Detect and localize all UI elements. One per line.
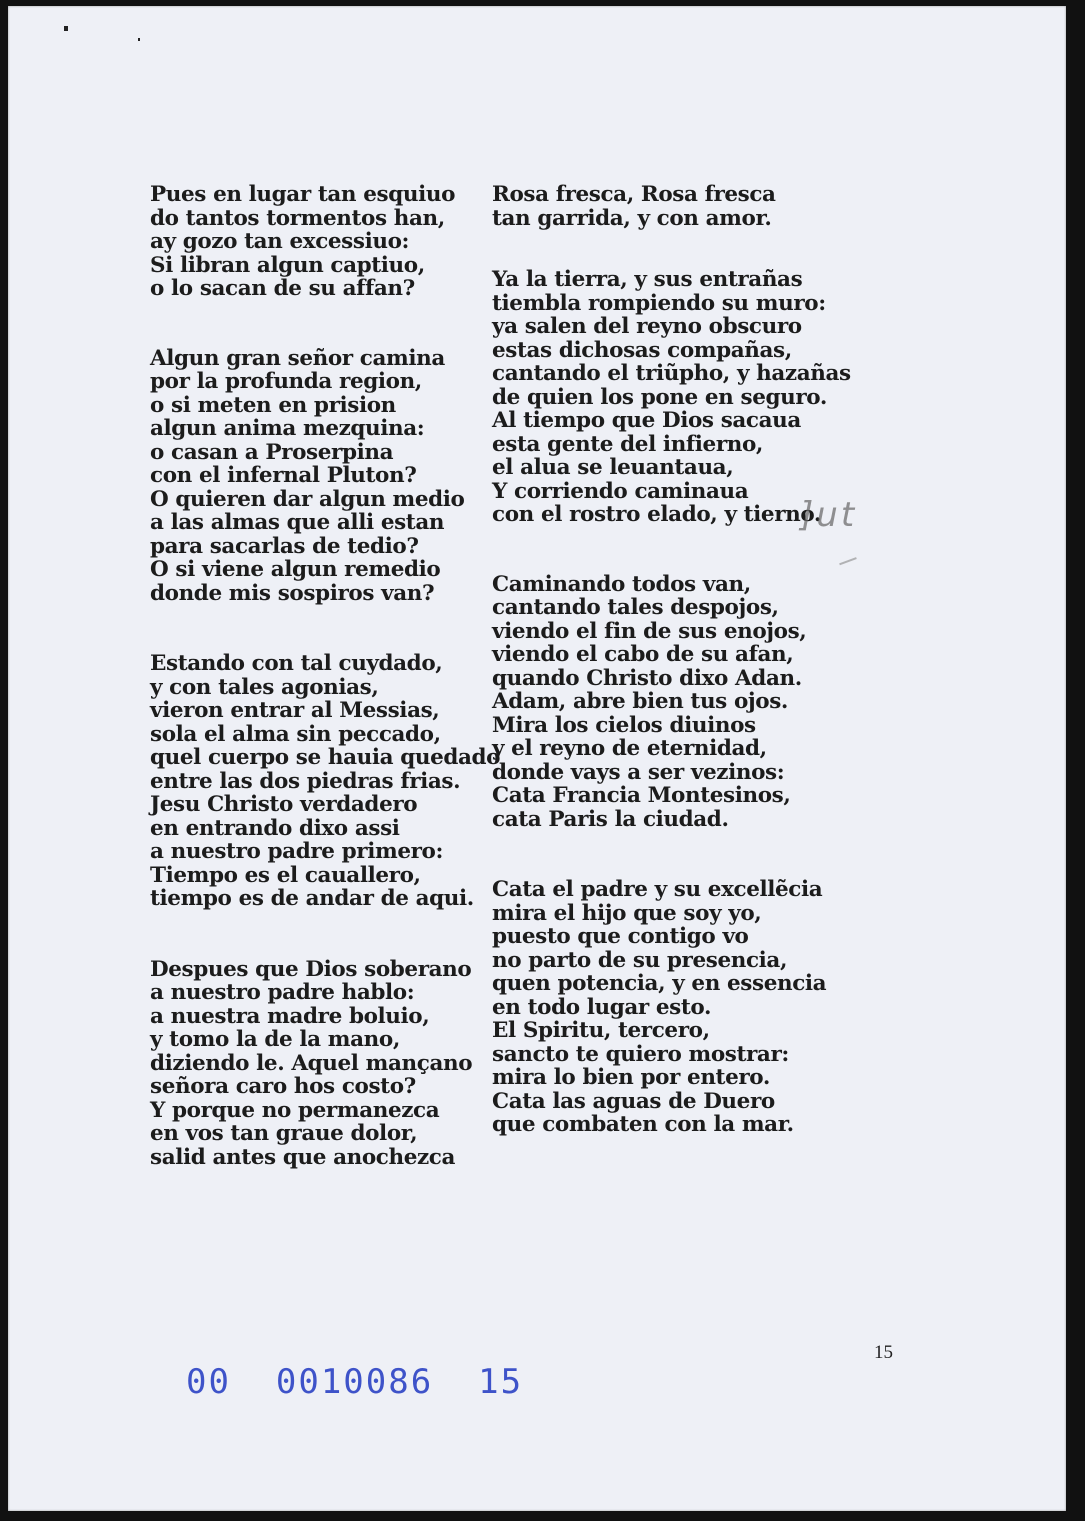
verse-line: diziendo le. Aquel mançano [150, 1050, 473, 1076]
verse-line: donde mis sospiros van? [150, 580, 435, 606]
right-column [492, 183, 851, 1137]
verse-line: O si viene algun remedio [150, 557, 441, 582]
verse-line: a las almas que alli estan [150, 510, 445, 535]
speck [138, 38, 140, 41]
verse-line: tiembla rompiendo su muro: [492, 290, 826, 316]
verse-line: Y corriendo caminaua [492, 478, 749, 504]
verse-line: Si libran algun captiuo, [150, 252, 425, 278]
verse-line: quando Christo dixo Adan. [492, 665, 802, 691]
verse-line: tiempo es de andar de aqui. [150, 886, 474, 911]
verse-line: do tantos tormentos han, [150, 205, 445, 231]
verse-line: ay gozo tan excessiuo: [150, 229, 410, 254]
verse-line: en todo lugar esto. [492, 994, 712, 1020]
verse-line: con el infernal Pluton? [150, 463, 417, 488]
verse-line: a nuestro padre primero: [150, 839, 443, 864]
verse-line: puesto que contigo vo [492, 924, 749, 949]
verse-line: señora caro hos costo? [150, 1074, 416, 1099]
verse-line: Caminando todos van, [492, 571, 751, 597]
verse-line: tan garrida, y con amor. [492, 205, 772, 231]
verse-line: Despues que Dios soberano [150, 956, 472, 982]
verse-line: no parto de su presencia, [492, 947, 788, 973]
archive-stamp-number: 00 0010086 15 [186, 1362, 524, 1402]
verse-line: o casan a Proserpina [150, 439, 394, 465]
verse-line: Y porque no permanezca [150, 1097, 440, 1123]
stanza-gap [492, 527, 851, 573]
verse-line: estas dichosas compañas, [492, 337, 792, 363]
stanza [492, 183, 851, 230]
verse-line: sancto te quiero mostrar: [492, 1041, 789, 1067]
verse-line: en entrando dixo assi [150, 815, 400, 841]
verse-line: Adam, abre bien tus ojos. [492, 689, 789, 714]
verse-line: sola el alma sin peccado, [150, 721, 441, 747]
verse-line: en vos tan graue dolor, [150, 1121, 418, 1146]
verse-line: salid antes que anochezca [150, 1144, 456, 1170]
verse-line: cata Paris la ciudad. [492, 806, 729, 832]
verse-line: ya salen del reyno obscuro [492, 314, 802, 339]
stanza [492, 268, 851, 527]
verse-line: Al tiempo que Dios sacaua [492, 408, 801, 433]
verse-line: a nuestro padre hablo: [150, 980, 415, 1005]
stanza-gap [150, 301, 500, 347]
stanza-gap [150, 605, 500, 652]
verse-line: por la profunda region, [150, 369, 422, 394]
verse-line: o si meten en prision [150, 392, 396, 418]
stanza-gap [492, 230, 851, 268]
verse-line: esta gente del infierno, [492, 431, 764, 457]
verse-line: y tomo la de la mano, [150, 1027, 400, 1052]
verse-line: Cata Francia Montesinos, [492, 783, 791, 808]
verse-line: viendo el fin de sus enojos, [492, 618, 807, 644]
verse-line: con el rostro elado, y tierno. [492, 502, 822, 527]
verse-line: quen potencia, y en essencia [492, 971, 827, 996]
verse-line: y con tales agonias, [150, 674, 379, 700]
stanza [150, 652, 500, 911]
verse-line: para sacarlas de tedio? [150, 533, 419, 559]
verse-line: cantando tales despojos, [492, 595, 779, 620]
verse-line: cantando el triũpho, y hazañas [492, 361, 851, 386]
verse-line: a nuestra madre boluio, [150, 1003, 430, 1029]
verse-line: el alua se leuantaua, [492, 455, 734, 480]
stanza [150, 347, 500, 606]
verse-line: o lo sacan de su affan? [150, 276, 415, 301]
verse-line: mira lo bien por entero. [492, 1065, 770, 1090]
verse-line: El Spiritu, tercero, [492, 1018, 710, 1043]
verse-line: Jesu Christo verdadero [150, 792, 418, 817]
verse-line: de quien los pone en seguro. [492, 384, 827, 410]
verse-line: Algun gran señor camina [150, 345, 445, 371]
verse-line: entre las dos piedras frias. [150, 768, 461, 794]
verse-line: mira el hijo que soy yo, [492, 900, 762, 926]
verse-line: viendo el cabo de su afan, [492, 642, 794, 667]
verse-line: quel cuerpo se hauia quedado [150, 745, 501, 770]
verse-line: donde vays a ser vezinos: [492, 759, 785, 785]
verse-line: Rosa fresca, Rosa fresca [492, 182, 776, 207]
stanza [492, 878, 851, 1137]
left-column [150, 183, 500, 1169]
stanza-gap [150, 911, 500, 958]
handwritten-margin-note: ]ut [800, 495, 858, 535]
stanza-gap [492, 831, 851, 878]
verse-line: Mira los cielos diuinos [492, 712, 756, 738]
verse-line: y el reyno de eternidad, [492, 736, 767, 761]
speck [64, 26, 68, 31]
verse-line: Cata el padre y su excellẽcia [492, 877, 823, 902]
verse-line: O quieren dar algun medio [150, 486, 465, 512]
verse-line: Pues en lugar tan esquiuo [150, 182, 456, 207]
stanza [150, 958, 500, 1170]
verse-line: Ya la tierra, y sus entrañas [492, 267, 803, 292]
verse-line: vieron entrar al Messias, [150, 698, 440, 723]
verse-line: Estando con tal cuydado, [150, 651, 443, 676]
verse-line: algun anima mezquina: [150, 416, 425, 441]
page-number: 15 [874, 1342, 893, 1363]
verse-line: Tiempo es el cauallero, [150, 862, 421, 888]
stanza [150, 183, 500, 301]
verse-line: que combaten con la mar. [492, 1112, 794, 1137]
verse-line: Cata las aguas de Duero [492, 1088, 775, 1114]
stanza [492, 573, 851, 832]
